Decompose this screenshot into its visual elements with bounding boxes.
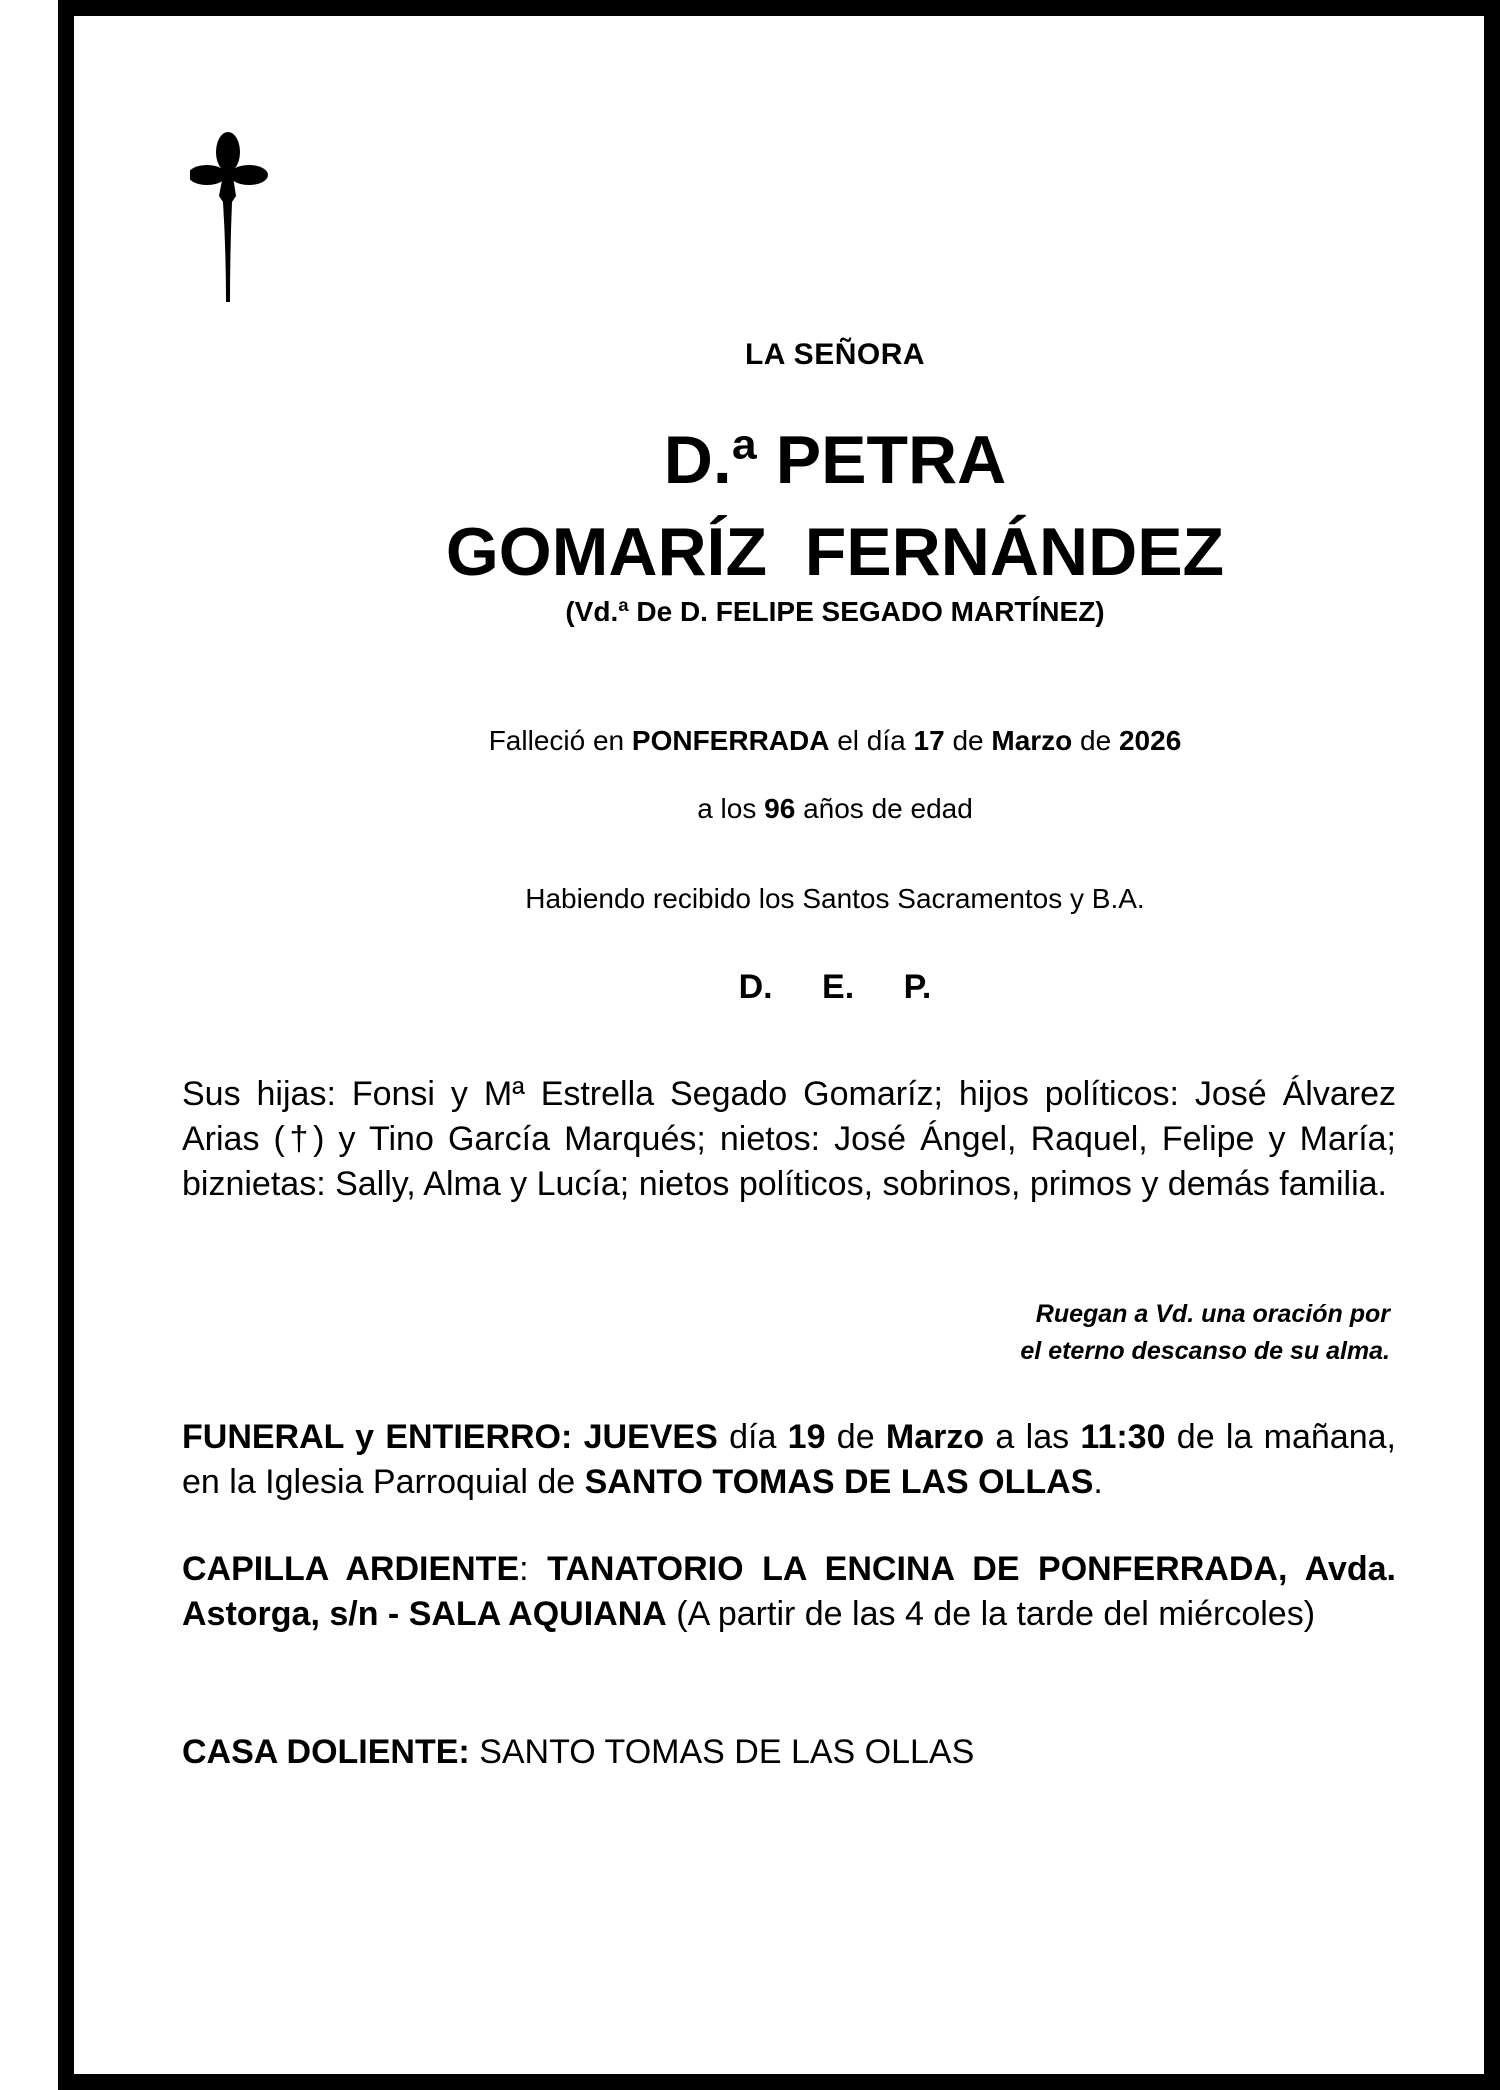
obituary-border	[58, 0, 1500, 2090]
title-prefix: LA SEÑORA	[744, 338, 926, 371]
funeral-details: FUNERAL y ENTIERRO: JUEVES día 19 de Marzo a las 11:30 de la mañana, en la Iglesia Parroquial de SANTO TOMAS DE LAS OLLAS.	[182, 1418, 1406, 1501]
death-place: PONFERRADA	[631, 725, 830, 756]
deceased-name-line1: D.ª PETRA	[663, 422, 1007, 498]
family-home: CASA DOLIENTE: SANTO TOMAS DE LAS OLLAS	[182, 1733, 975, 1771]
age-line: a los 96 años de edad	[697, 793, 973, 824]
widow-of: (Vd.ª De D. FELIPE SEGADO MARTÍNEZ)	[565, 596, 1105, 627]
death-month: Marzo	[991, 725, 1073, 756]
sacraments-line: Habiendo recibido los Santos Sacramentos y B.A.	[525, 883, 1145, 914]
death-details: Falleció en PONFERRADA el día 17 de Marzo de 2026	[488, 725, 1182, 756]
death-year: 2026	[1118, 725, 1182, 756]
rip-line: D. E. P.	[738, 968, 932, 1006]
age-value: 96	[764, 793, 796, 824]
prayer-request: Ruegan a Vd. una oración por el eterno descanso de su alma.	[1020, 1300, 1390, 1365]
death-day: 17	[913, 725, 945, 756]
wake-details: CAPILLA ARDIENTE: TANATORIO LA ENCINA DE PONFERRADA, Avda. Astorga, s/n - SALA AQUIANA (A partir de las 4 de la tarde del miércoles)	[182, 1550, 1396, 1633]
cross-of-saint-james-icon	[190, 130, 270, 305]
family-paragraph: Sus hijas: Fonsi y Mª Estrella Segado Gomaríz; hijos políticos: José Álvarez Arias (†) y Tino García Marqués; nietos: José Ángel, Raquel, Felipe y María; biznietas: Sally, Alma y Lucía; nietos políticos, sobrinos, primos y demás familia.	[182, 1075, 1396, 1203]
deceased-name-line2: GOMARÍZ FERNÁNDEZ	[445, 514, 1225, 590]
